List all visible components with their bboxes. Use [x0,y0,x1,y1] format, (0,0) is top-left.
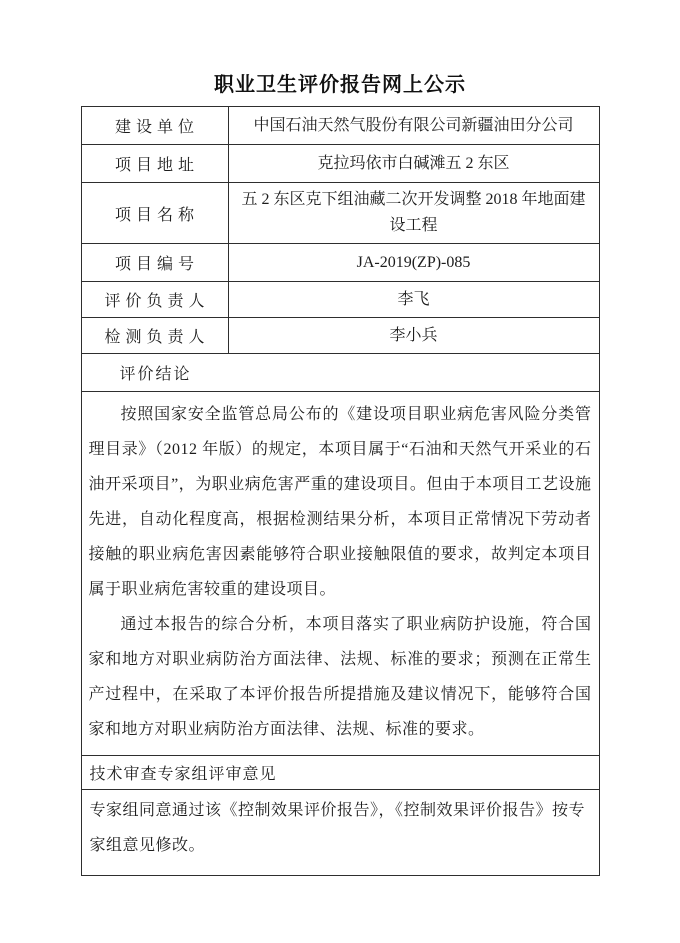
conclusion-body-cell [81,392,599,756]
conclusion-paragraph-2: 通过本报告的综合分析，本项目落实了职业病防护设施，符合国家和地方对职业病防治方面法律、法规、标准的要求；预测在正常生产过程中，在采取了本评价报告所提措施及建议情况下，能够符合国家和地方对职业病防治方面法律、法规、标准的要求。 [88,616,592,738]
table-row-conclusion-header [81,354,599,392]
field-label-evaluation-lead: 评价负责人 [81,282,228,318]
field-label-testing-lead: 检测负责人 [81,318,228,354]
field-label-construction-unit: 建设单位 [81,107,228,145]
publicity-table [81,106,600,876]
conclusion-section-header: 评价结论 [81,354,599,392]
table-row-review-header [81,756,599,790]
field-value-project-address: 克拉玛依市白碱滩五 2 东区 [228,145,599,183]
field-value-construction-unit: 中国石油天然气股份有限公司新疆油田分公司 [228,107,599,145]
table-row-review-comment [81,790,599,876]
field-value-testing-lead: 李小兵 [228,318,599,354]
review-comment: 专家组同意通过该《控制效果评价报告》，《控制效果评价报告》按专家组意见修改。 [81,790,599,876]
table-row-conclusion-body [81,392,599,756]
review-section-header: 技术审查专家组评审意见 [81,756,599,790]
table-row-construction-unit [81,107,599,145]
field-label-project-number: 项目编号 [81,244,228,282]
page-title: 职业卫生评价报告网上公示 [214,74,466,96]
field-label-project-name: 项目名称 [81,183,228,244]
table-row-evaluation-lead [81,282,599,318]
field-label-project-address: 项目地址 [81,145,228,183]
table-row-project-number [81,244,599,282]
table-row-testing-lead [81,318,599,354]
conclusion-paragraph-1: 按照国家安全监管总局公布的《建设项目职业病危害风险分类管理目录》（2012 年版）的规定，本项目属于“石油和天然气开采业的石油开采项目”，为职业病危害严重的建设项目。但由于本项目工艺设施先进，自动化程度高，根据检测结果分析，本项目正常情况下劳动者接触的职业病危害因素能够符合职业接触限值的要求，故判定本项目属于职业病危害较重的建设项目。 [88,406,592,598]
table-row-project-name [81,183,599,244]
field-value-evaluation-lead: 李飞 [228,282,599,318]
field-value-project-number: JA-2019(ZP)-085 [228,244,599,282]
field-value-project-name: 五 2 东区克下组油藏二次开发调整 2018 年地面建设工程 [228,183,599,244]
table-row-project-address [81,145,599,183]
